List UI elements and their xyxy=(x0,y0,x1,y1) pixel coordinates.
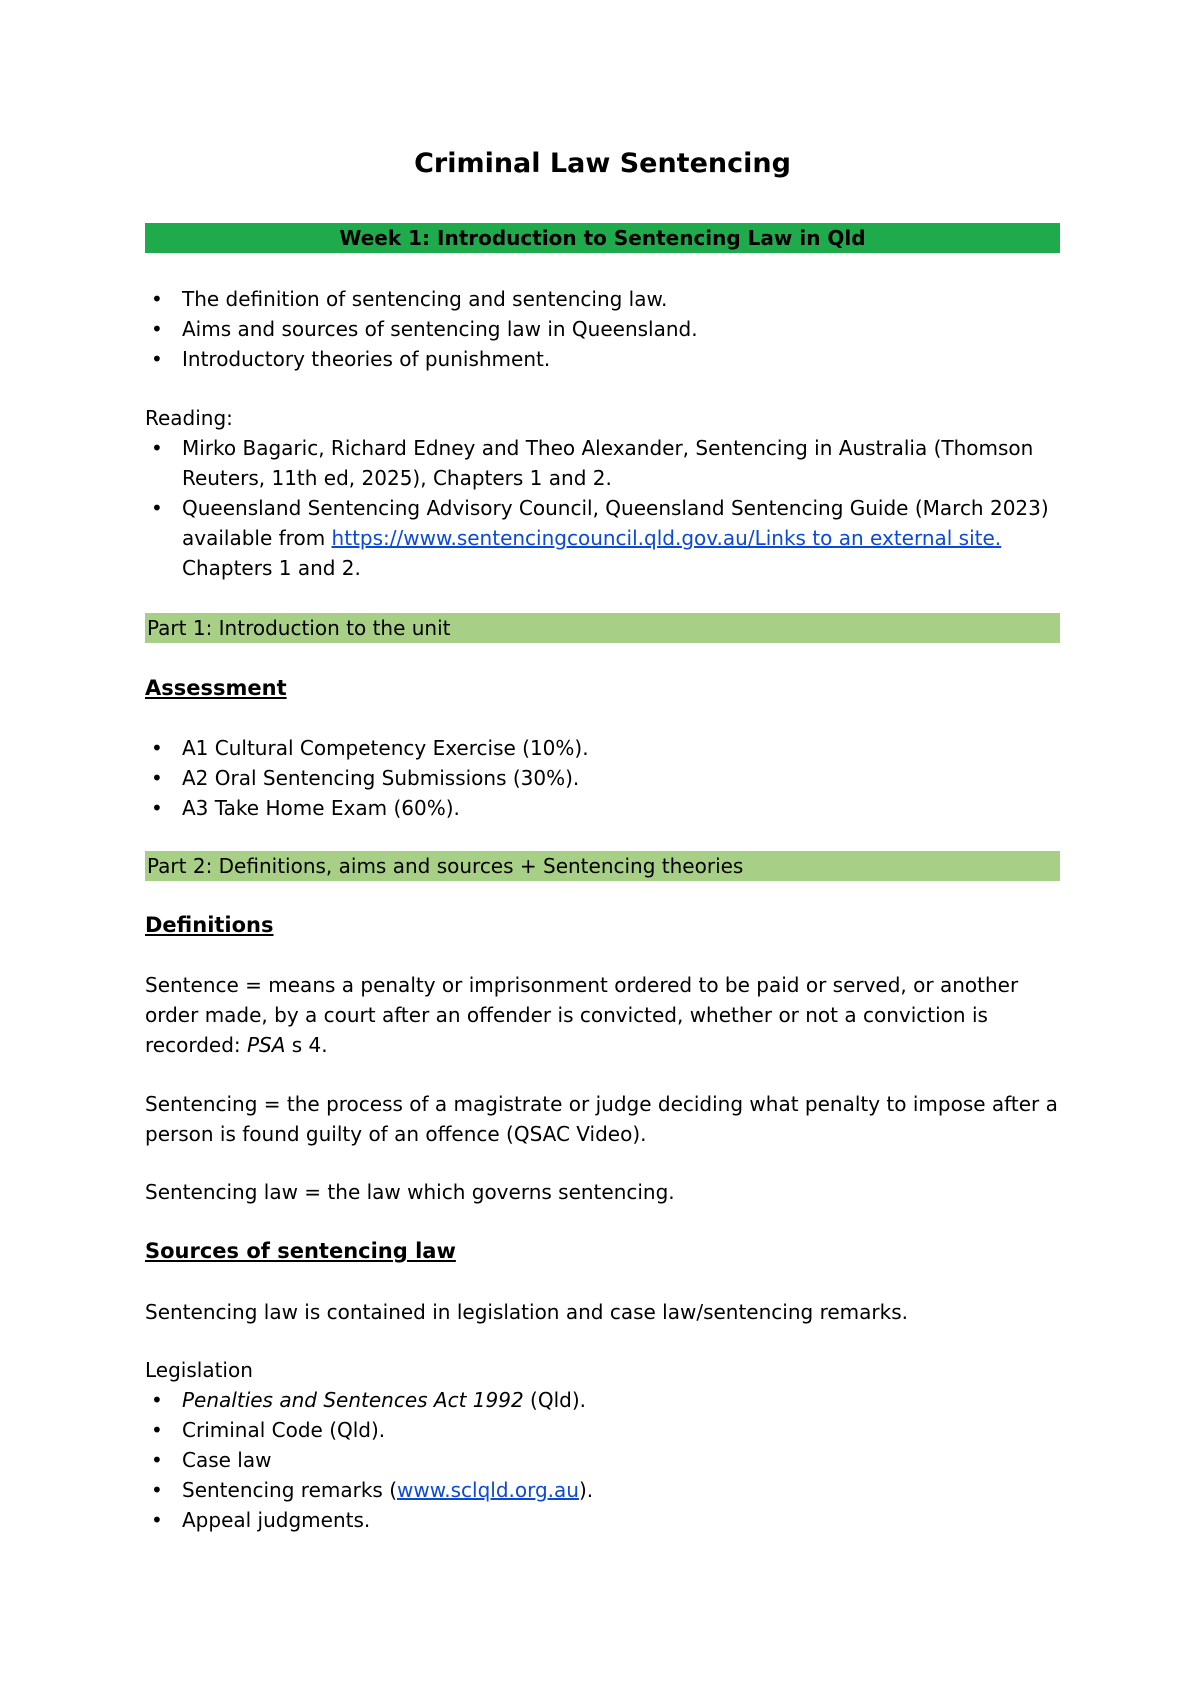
legislation-label: Legislation xyxy=(145,1358,253,1382)
sentence-definition: Sentence = means a penalty or imprisonment ordered to be paid or served, or another order made, by a court after an offender is convicted, whether or not a conviction is recorded: PSA s 4. xyxy=(145,973,1019,1057)
bullet-icon: • xyxy=(151,1448,163,1472)
bullet-icon: • xyxy=(151,1418,163,1442)
list-item: • A1 Cultural Competency Exercise (10%). xyxy=(145,733,1060,763)
list-item: • Case law xyxy=(145,1445,1060,1475)
list-item: • A3 Take Home Exam (60%). xyxy=(145,793,1060,823)
bullet-icon: • xyxy=(151,1508,163,1532)
sentencing-definition: Sentencing = the process of a magistrate or judge deciding what penalty to impose after a person is found guilty of an offence (QSAC Video). xyxy=(145,1092,1058,1146)
bullet-icon: • xyxy=(151,1388,163,1412)
document-title: Criminal Law Sentencing xyxy=(414,148,791,179)
list-item: • The definition of sentencing and sentencing law. xyxy=(145,284,1060,314)
list-item: • Sentencing remarks (www.sclqld.org.au). xyxy=(145,1475,1060,1505)
bullet-icon: • xyxy=(151,766,163,790)
bullet-icon: • xyxy=(151,1478,163,1502)
week1-topics-list xyxy=(145,284,1060,374)
definitions-heading: Definitions xyxy=(145,913,274,937)
sclqld-link[interactable]: www.sclqld.org.au xyxy=(397,1478,579,1502)
list-item: • Criminal Code (Qld). xyxy=(145,1415,1060,1445)
assessment-heading: Assessment xyxy=(145,676,287,700)
bullet-icon: • xyxy=(151,317,163,341)
bullet-icon: • xyxy=(151,496,163,520)
legislation-list xyxy=(145,1385,1060,1535)
list-item: • Aims and sources of sentencing law in Queensland. xyxy=(145,314,1060,344)
list-item xyxy=(145,493,1060,583)
bullet-icon: • xyxy=(151,736,163,760)
reading-item-2-prefix: Queensland Sentencing Advisory Council, Queensland Sentencing Guide (March 2023) available from xyxy=(182,496,1049,550)
bullet-icon: • xyxy=(151,347,163,371)
sources-heading: Sources of sentencing law xyxy=(145,1239,456,1263)
week1-heading-band: Week 1: Introduction to Sentencing Law in Qld xyxy=(145,223,1060,253)
sentencing-council-link[interactable]: https://www.sentencingcouncil.qld.gov.au/Links to an external site. xyxy=(331,526,1002,550)
bullet-icon: • xyxy=(151,436,163,460)
list-item xyxy=(145,433,1060,493)
bullet-icon: • xyxy=(151,796,163,820)
sources-text: Sentencing law is contained in legislation and case law/sentencing remarks. xyxy=(145,1300,908,1324)
reading-label: Reading: xyxy=(145,406,233,430)
assessment-list xyxy=(145,733,1060,823)
list-item: • Introductory theories of punishment. xyxy=(145,344,1060,374)
part1-heading-band: Part 1: Introduction to the unit xyxy=(145,613,1060,643)
list-item: • A2 Oral Sentencing Submissions (30%). xyxy=(145,763,1060,793)
part2-heading-band: Part 2: Definitions, aims and sources + Sentencing theories xyxy=(145,851,1060,881)
list-item: • Appeal judgments. xyxy=(145,1505,1060,1535)
reading-list xyxy=(145,433,1060,583)
bullet-icon: • xyxy=(151,287,163,311)
reading-item-2-suffix: Chapters 1 and 2. xyxy=(182,556,361,580)
sentencing-law-definition: Sentencing law = the law which governs sentencing. xyxy=(145,1180,675,1204)
reading-item-1: Mirko Bagaric, Richard Edney and Theo Alexander, Sentencing in Australia (Thomson Reuters, 11th ed, 2025), Chapters 1 and 2. xyxy=(182,436,1034,490)
list-item: • Penalties and Sentences Act 1992 (Qld). xyxy=(145,1385,1060,1415)
